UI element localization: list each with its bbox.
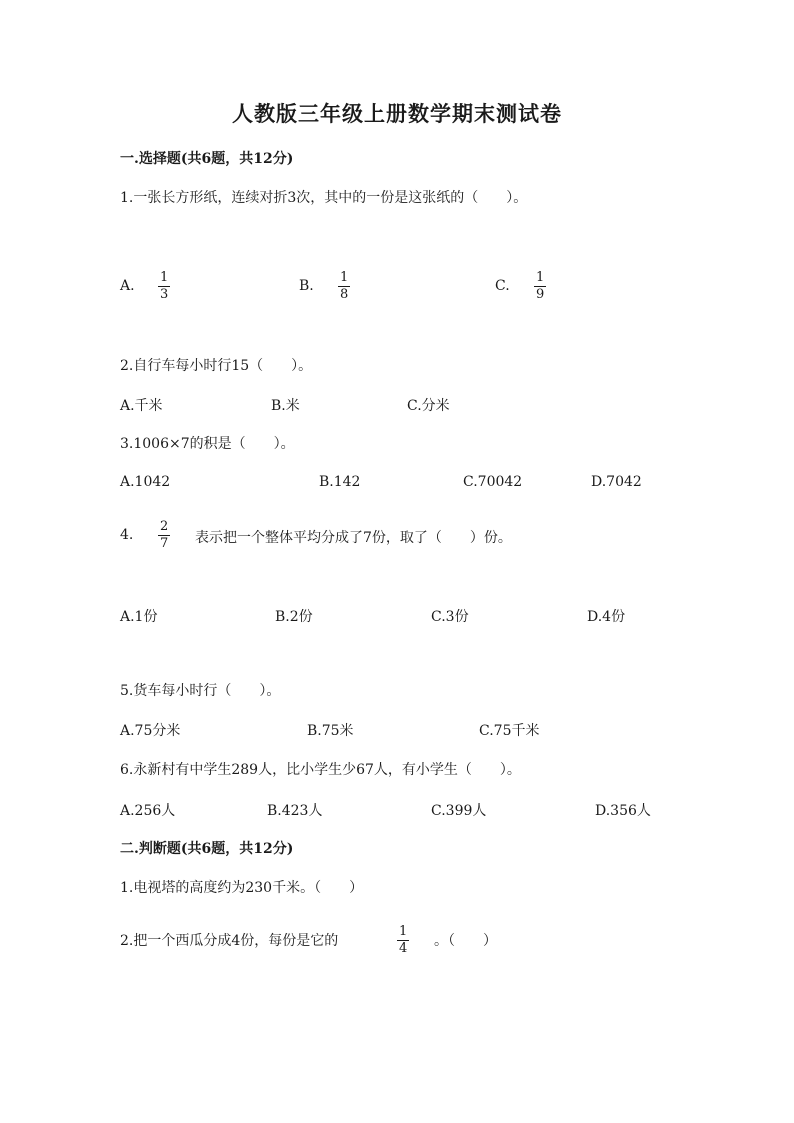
fraction-numerator: 1 bbox=[399, 924, 408, 939]
page-title: 人教版三年级上册数学期末测试卷 bbox=[232, 101, 562, 126]
fraction-denominator: 8 bbox=[340, 287, 349, 302]
option-c-fraction bbox=[534, 271, 546, 302]
question-3-option-b: B.142 bbox=[319, 474, 361, 490]
judge-question-2-text-before: 2.把一个西瓜分成4份，每份是它的 bbox=[120, 933, 339, 949]
fraction-numerator: 2 bbox=[160, 519, 169, 534]
question-2-text: 2.自行车每小时行15（ ）。 bbox=[120, 358, 313, 374]
question-3-text: 3.1006×7的积是（ ）。 bbox=[120, 436, 295, 452]
section-heading-choice: 一.选择题(共6题，共12分) bbox=[120, 151, 294, 167]
fraction-denominator: 3 bbox=[160, 287, 169, 302]
judge-question-1-text: 1.电视塔的高度约为230千米。（ ） bbox=[120, 880, 364, 896]
option-a-label: A. bbox=[120, 278, 135, 294]
question-6-option-b: B.423人 bbox=[267, 803, 323, 819]
option-b-fraction bbox=[338, 271, 350, 302]
fraction-denominator: 7 bbox=[160, 536, 169, 551]
question-4-option-c: C.3份 bbox=[431, 609, 469, 625]
question-2-option-c: C.分米 bbox=[407, 398, 450, 414]
question-3-option-d: D.7042 bbox=[591, 474, 642, 490]
question-6-option-c: C.399人 bbox=[431, 803, 487, 819]
question-5-option-b: B.75米 bbox=[307, 723, 354, 739]
question-1-text: 1.一张长方形纸，连续对折3次，其中的一份是这张纸的（ ）。 bbox=[120, 190, 528, 206]
section-heading-judge: 二.判断题(共6题，共12分) bbox=[120, 841, 294, 857]
question-5-option-a: A.75分米 bbox=[120, 723, 181, 739]
fraction-numerator: 1 bbox=[340, 270, 349, 285]
question-5-option-c: C.75千米 bbox=[479, 723, 540, 739]
question-5-text: 5.货车每小时行（ ）。 bbox=[120, 683, 281, 699]
judge-question-2-text-after: 。（ ） bbox=[434, 933, 497, 949]
fraction-denominator: 9 bbox=[536, 287, 545, 302]
question-3-option-c: C.70042 bbox=[463, 474, 523, 490]
question-4-number: 4. bbox=[120, 527, 134, 543]
option-b-label: B. bbox=[299, 278, 314, 294]
question-3-option-a: A.1042 bbox=[120, 474, 171, 490]
question-6-option-a: A.256人 bbox=[120, 803, 176, 819]
question-6-option-d: D.356人 bbox=[595, 803, 651, 819]
fraction-numerator: 1 bbox=[536, 270, 545, 285]
fraction-denominator: 4 bbox=[399, 941, 408, 956]
judge-question-2-fraction bbox=[397, 925, 409, 956]
question-4-text: 表示把一个整体平均分成了7份，取了（ ）份。 bbox=[195, 530, 512, 546]
option-c-label: C. bbox=[495, 278, 510, 294]
question-4-fraction bbox=[158, 520, 170, 551]
option-a-fraction bbox=[158, 271, 170, 302]
question-4-option-d: D.4份 bbox=[587, 609, 626, 625]
fraction-numerator: 1 bbox=[160, 270, 169, 285]
question-4-option-b: B.2份 bbox=[275, 609, 313, 625]
question-2-option-b: B.米 bbox=[271, 398, 300, 414]
question-6-text: 6.永新村有中学生289人，比小学生少67人，有小学生（ ）。 bbox=[120, 762, 521, 778]
question-2-option-a: A.千米 bbox=[120, 398, 163, 414]
question-4-option-a: A.1份 bbox=[120, 609, 158, 625]
